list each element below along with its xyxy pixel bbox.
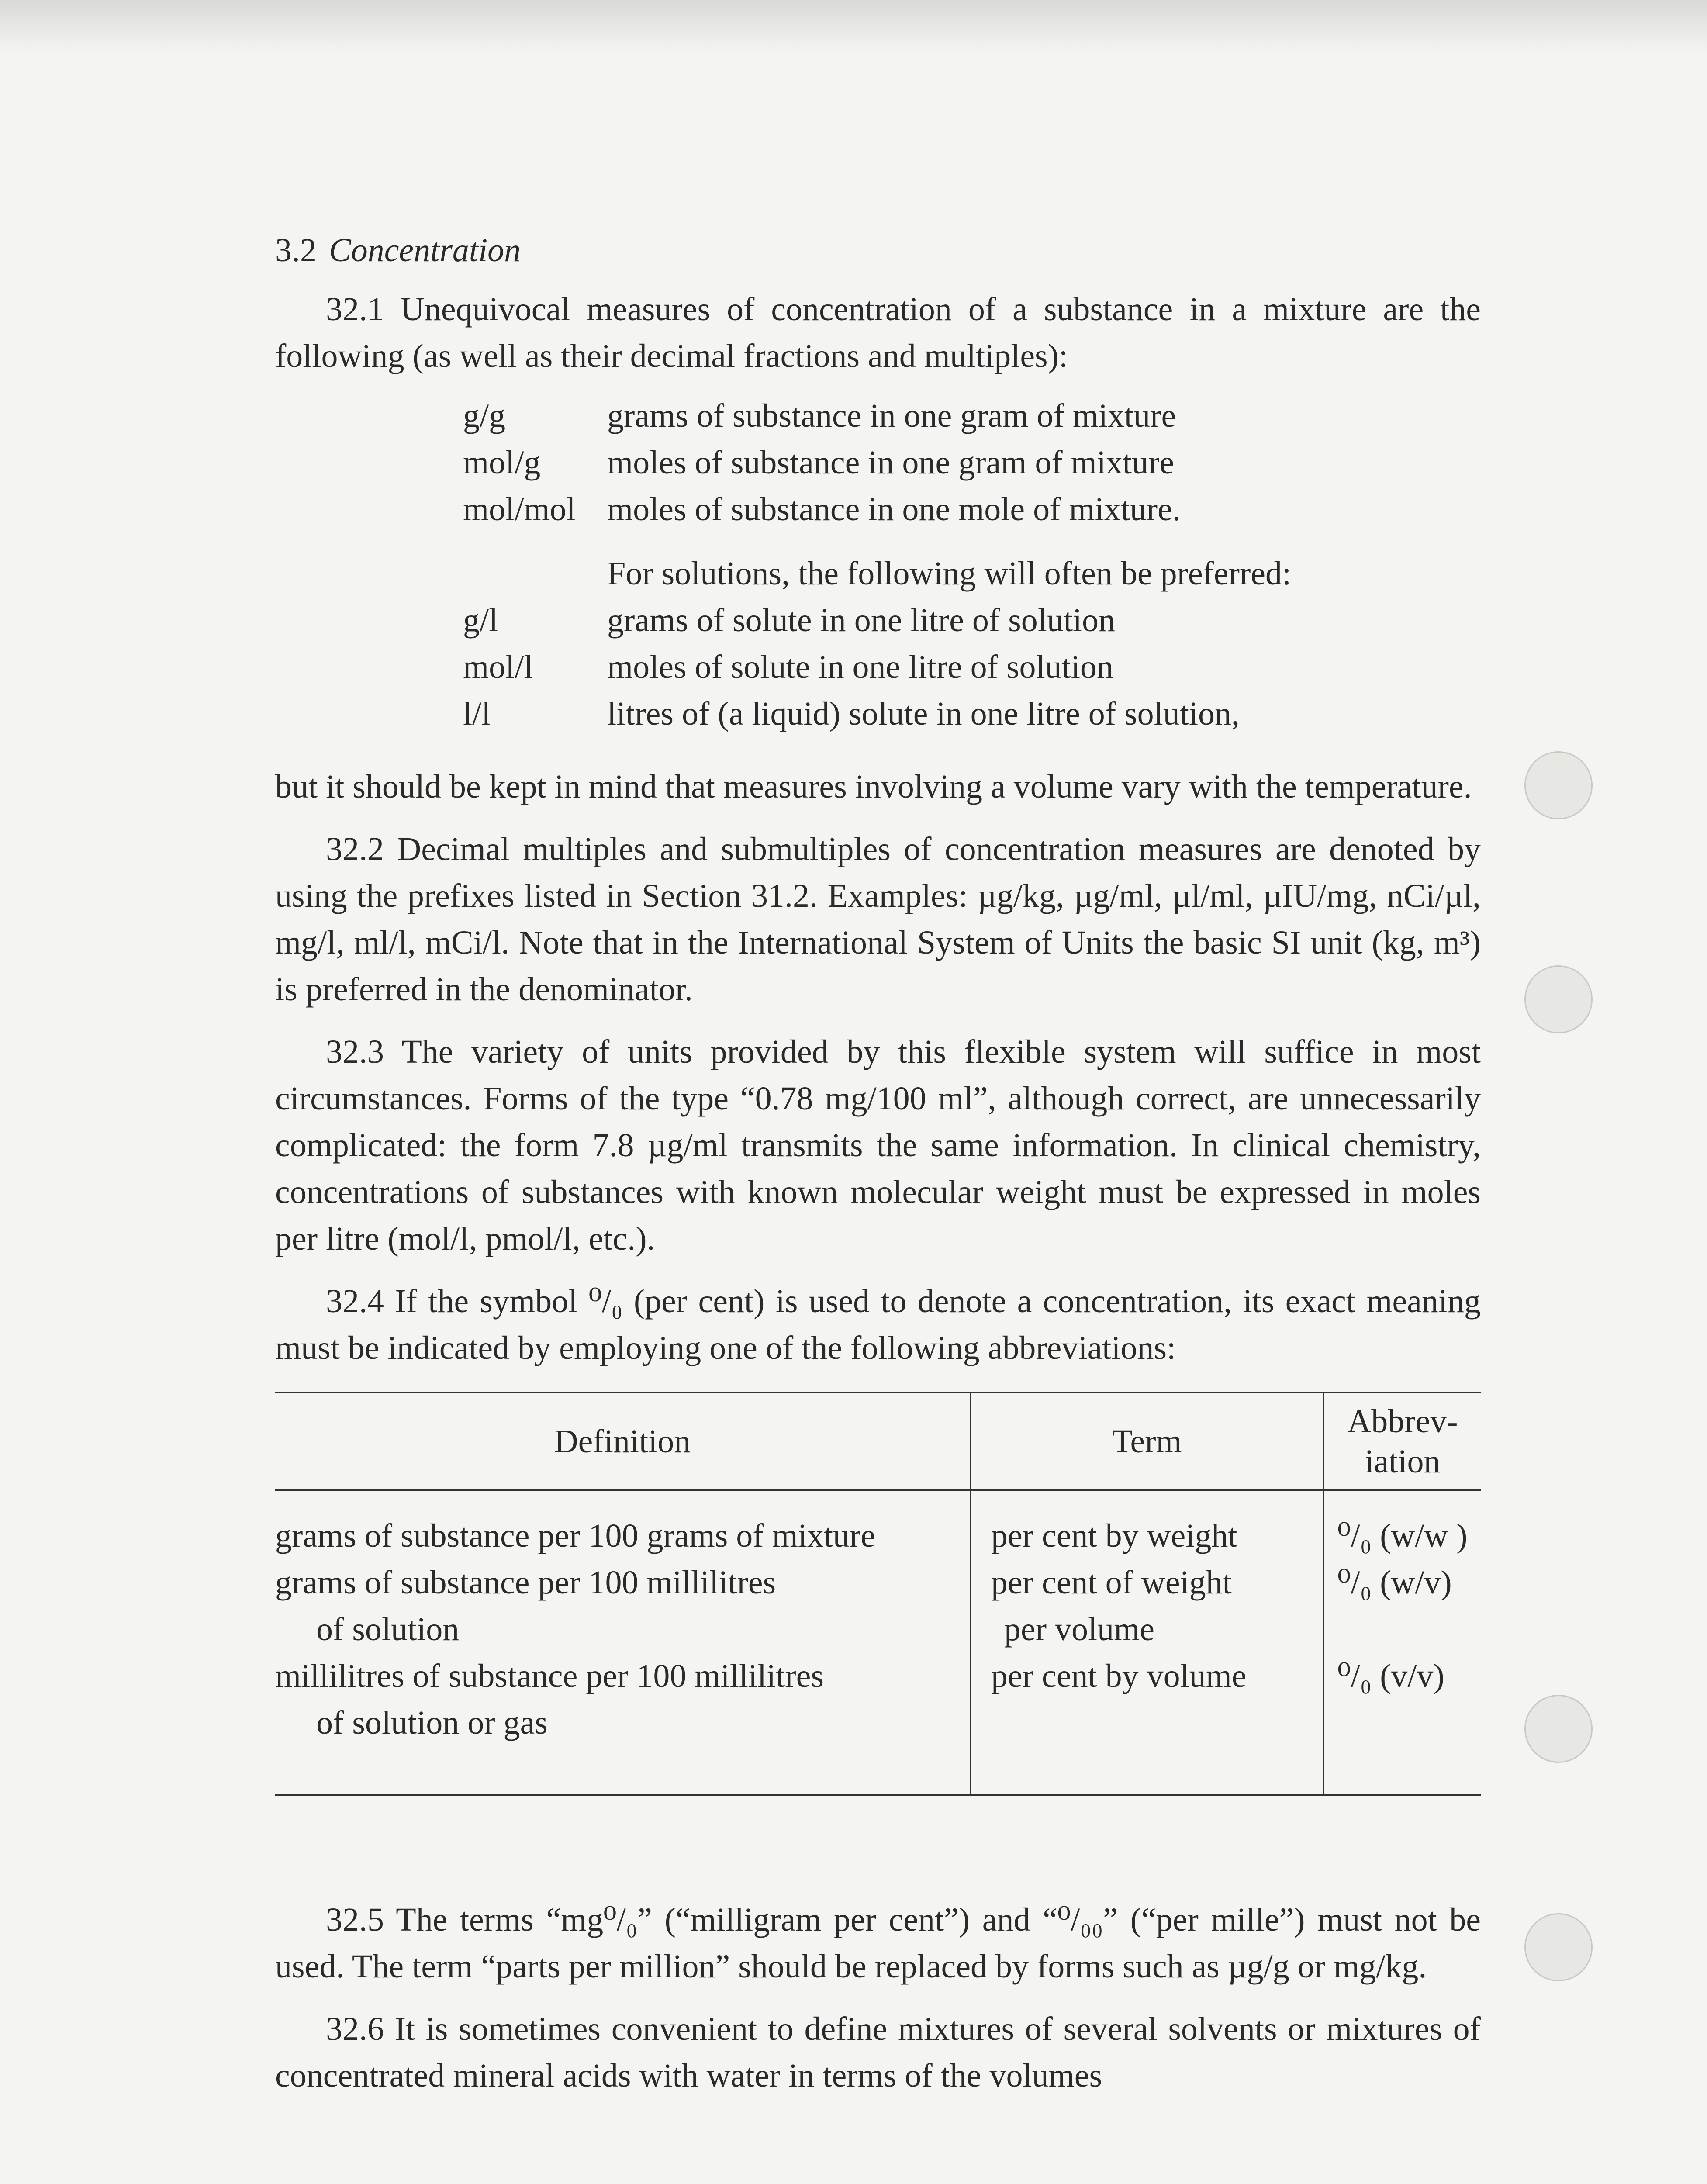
- section-heading: [275, 227, 1481, 274]
- section-number: 3.2: [275, 232, 317, 269]
- term-text: per cent by weight: [991, 1517, 1237, 1554]
- unit-meaning: moles of substance in one gram of mixture: [607, 444, 1175, 481]
- abbreviation-cell: ⁰/₀ (w/v): [1324, 1559, 1481, 1653]
- term-text: per cent by volume: [991, 1658, 1247, 1694]
- mixture-units-list: [463, 393, 1181, 533]
- paragraph-32-5: 32.5 The terms “mg⁰/₀” (“milligram per cent”) and “⁰/₀₀” (“per mille”) must not be used. The term “parts per million” should be replaced by forms such as µg/g or mg/kg.: [275, 1901, 1481, 1985]
- definition-cell: [275, 1653, 971, 1795]
- unit-symbol: mol/g: [463, 444, 541, 481]
- term-cell: [971, 1490, 1324, 1560]
- unit-meaning: litres of (a liquid) solute in one litre of solution,: [607, 695, 1240, 732]
- unit-symbol: g/l: [463, 602, 498, 639]
- definition-cell: [275, 1490, 971, 1560]
- paragraph-32-6: 32.6 It is sometimes convenient to define mixtures of several solvents or mixtures of concentrated mineral acids with water in terms of the volumes: [275, 2011, 1481, 2094]
- document-page: [275, 227, 1481, 2115]
- unit-row: [463, 439, 1181, 486]
- solution-units-list: [463, 597, 1240, 737]
- term-continuation: per volume: [1004, 1611, 1155, 1648]
- definition-text: grams of substance per 100 millilitres: [275, 1564, 776, 1601]
- punch-hole: [1524, 1913, 1593, 1981]
- definition-text: grams of substance per 100 grams of mixture: [275, 1517, 875, 1554]
- unit-symbol: mol/mol: [463, 491, 576, 528]
- unit-meaning: moles of substance in one mole of mixture.: [607, 491, 1181, 528]
- unit-meaning: grams of substance in one gram of mixture: [607, 397, 1176, 434]
- unit-symbol: l/l: [463, 695, 491, 732]
- paragraph-32-2: 32.2 Decimal multiples and submultiples of concentration measures are denoted by using the prefixes listed in Section 31.2. Examples: µg/kg, µg/ml, µl/ml, µIU/mg, nCi/µl, mg/l, ml/l, mCi/l. Note that in the International System of Units the basic SI unit (kg, m³) is preferred in the denominator.: [275, 831, 1481, 1008]
- abbreviation-cell: ⁰/₀ (w/w ): [1324, 1490, 1481, 1560]
- punch-hole: [1524, 1695, 1593, 1763]
- term-cell: [971, 1559, 1324, 1653]
- definition-text: millilitres of substance per 100 millilitres: [275, 1658, 824, 1694]
- unit-meaning: grams of solute in one litre of solution: [607, 602, 1116, 639]
- unit-row: [463, 597, 1240, 644]
- paper-top-edge: [0, 0, 1707, 52]
- unit-row: [463, 691, 1240, 737]
- paragraph-32-3: 32.3 The variety of units provided by this flexible system will suffice in most circumstances. Forms of the type “0.78 mg/100 ml”, although correct, are unnecessarily complicated: the form 7.8 µg/ml transmits the same information. In clinical chemistry, concentrations of substances with known molecular weight must be expressed in moles per litre (mol/l, pmol/l, etc.).: [275, 1033, 1481, 1257]
- header-abbreviation: Abbrev- iation: [1324, 1393, 1481, 1490]
- punch-hole: [1524, 751, 1593, 819]
- header-definition: Definition: [275, 1393, 971, 1490]
- table-row: [275, 1559, 1481, 1653]
- definition-cell: [275, 1559, 971, 1653]
- table-header-row: [275, 1393, 1481, 1490]
- definition-continuation: of solution: [316, 1611, 460, 1648]
- abbreviation-cell: ⁰/₀ (v/v): [1324, 1653, 1481, 1795]
- table-row: [275, 1490, 1481, 1560]
- unit-symbol: g/g: [463, 397, 506, 434]
- term-cell: [971, 1653, 1324, 1795]
- paragraph-32-1: 32.1 Unequivocal measures of concentration of a substance in a mixture are the following (as well as their decimal fractions and multiples):: [275, 291, 1481, 374]
- definition-continuation: of solution or gas: [316, 1704, 548, 1741]
- unit-symbol: mol/l: [463, 649, 533, 685]
- solutions-intro: For solutions, the following will often be preferred:: [607, 555, 1292, 592]
- paragraph-32-1-end: but it should be kept in mind that measures involving a volume vary with the temperature.: [275, 768, 1472, 805]
- term-text: per cent of weight: [991, 1564, 1232, 1601]
- header-term: Term: [971, 1393, 1324, 1490]
- section-title: Concentration: [329, 232, 521, 269]
- unit-row: [463, 644, 1240, 691]
- unit-row: [463, 393, 1181, 439]
- paragraph-32-4: 32.4 If the symbol ⁰/₀ (per cent) is used to denote a concentration, its exact meaning must be indicated by employing one of the following abbreviations:: [275, 1283, 1481, 1366]
- unit-row: [463, 486, 1181, 533]
- unit-meaning: moles of solute in one litre of solution: [607, 649, 1113, 685]
- percent-abbreviations-table: [275, 1392, 1481, 1796]
- table-row: [275, 1653, 1481, 1795]
- punch-hole: [1524, 965, 1593, 1033]
